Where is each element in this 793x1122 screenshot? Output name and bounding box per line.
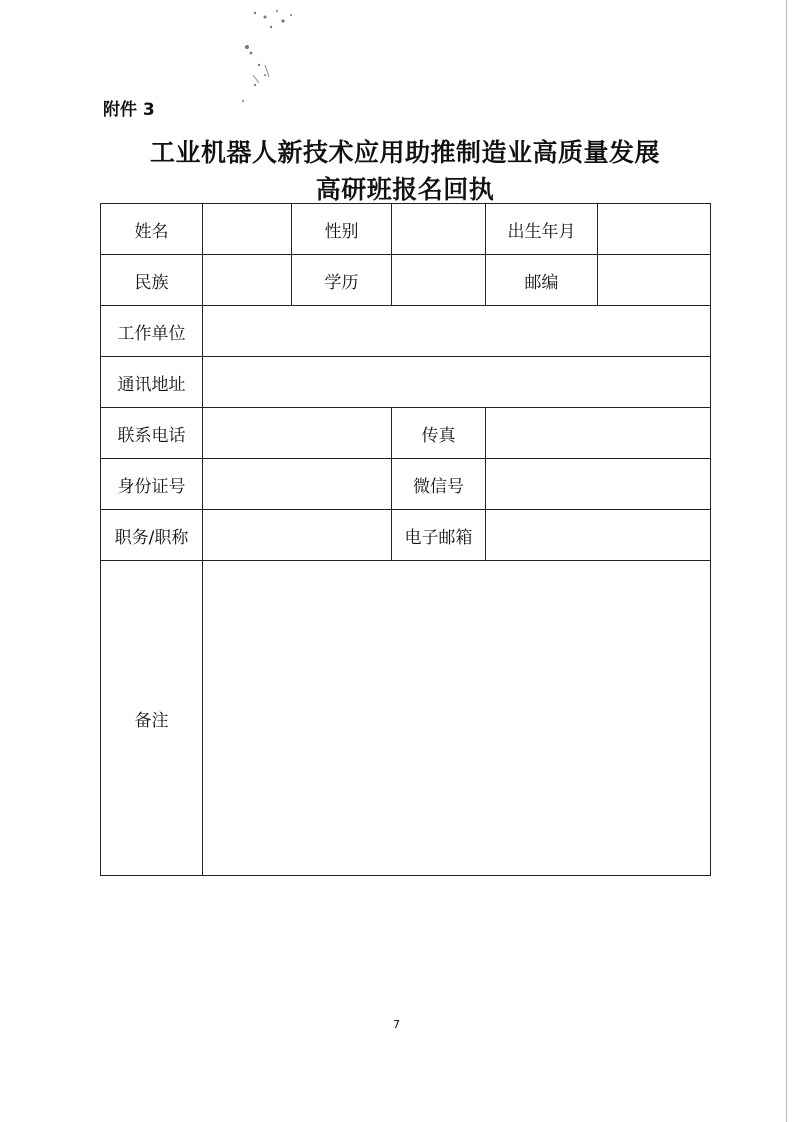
- form-row: [101, 357, 711, 408]
- postcode-label: 邮编: [486, 255, 598, 306]
- position-field[interactable]: [203, 510, 392, 561]
- attachment-label: 附件 3: [103, 100, 155, 120]
- form-row: [101, 306, 711, 357]
- form-title-line2: 高研班报名回执: [315, 175, 495, 204]
- gender-field[interactable]: [392, 204, 486, 255]
- birth-label: 出生年月: [486, 204, 598, 255]
- ethnicity-label: 民族: [101, 255, 203, 306]
- notes-label: 备注: [101, 561, 203, 876]
- email-field[interactable]: [486, 510, 711, 561]
- position-label: 职务/职称: [101, 510, 203, 561]
- phone-field[interactable]: [203, 408, 392, 459]
- form-title-line1: 工业机器人新技术应用助推制造业高质量发展: [149, 138, 660, 167]
- employer-label: 工作单位: [101, 306, 203, 357]
- form-row: [101, 204, 711, 255]
- education-field[interactable]: [392, 255, 486, 306]
- form-row: [101, 255, 711, 306]
- fax-label: 传真: [392, 408, 486, 459]
- id-field[interactable]: [203, 459, 392, 510]
- wechat-label: 微信号: [392, 459, 486, 510]
- birth-field[interactable]: [598, 204, 711, 255]
- id-label: 身份证号: [101, 459, 203, 510]
- name-field[interactable]: [203, 204, 292, 255]
- form-row: [101, 561, 711, 876]
- scan-edge-line: [786, 0, 787, 1122]
- address-field[interactable]: [203, 357, 711, 408]
- email-label: 电子邮箱: [392, 510, 486, 561]
- scan-smudge: [225, 5, 315, 120]
- form-row: [101, 408, 711, 459]
- postcode-field[interactable]: [598, 255, 711, 306]
- address-label: 通讯地址: [101, 357, 203, 408]
- registration-form-table: [100, 203, 711, 876]
- wechat-field[interactable]: [486, 459, 711, 510]
- gender-label: 性别: [292, 204, 392, 255]
- employer-field[interactable]: [203, 306, 711, 357]
- name-label: 姓名: [101, 204, 203, 255]
- fax-field[interactable]: [486, 408, 711, 459]
- page-number: 7: [393, 1018, 400, 1031]
- phone-label: 联系电话: [101, 408, 203, 459]
- ethnicity-field[interactable]: [203, 255, 292, 306]
- form-row: [101, 510, 711, 561]
- education-label: 学历: [292, 255, 392, 306]
- notes-field[interactable]: [203, 561, 711, 876]
- form-row: [101, 459, 711, 510]
